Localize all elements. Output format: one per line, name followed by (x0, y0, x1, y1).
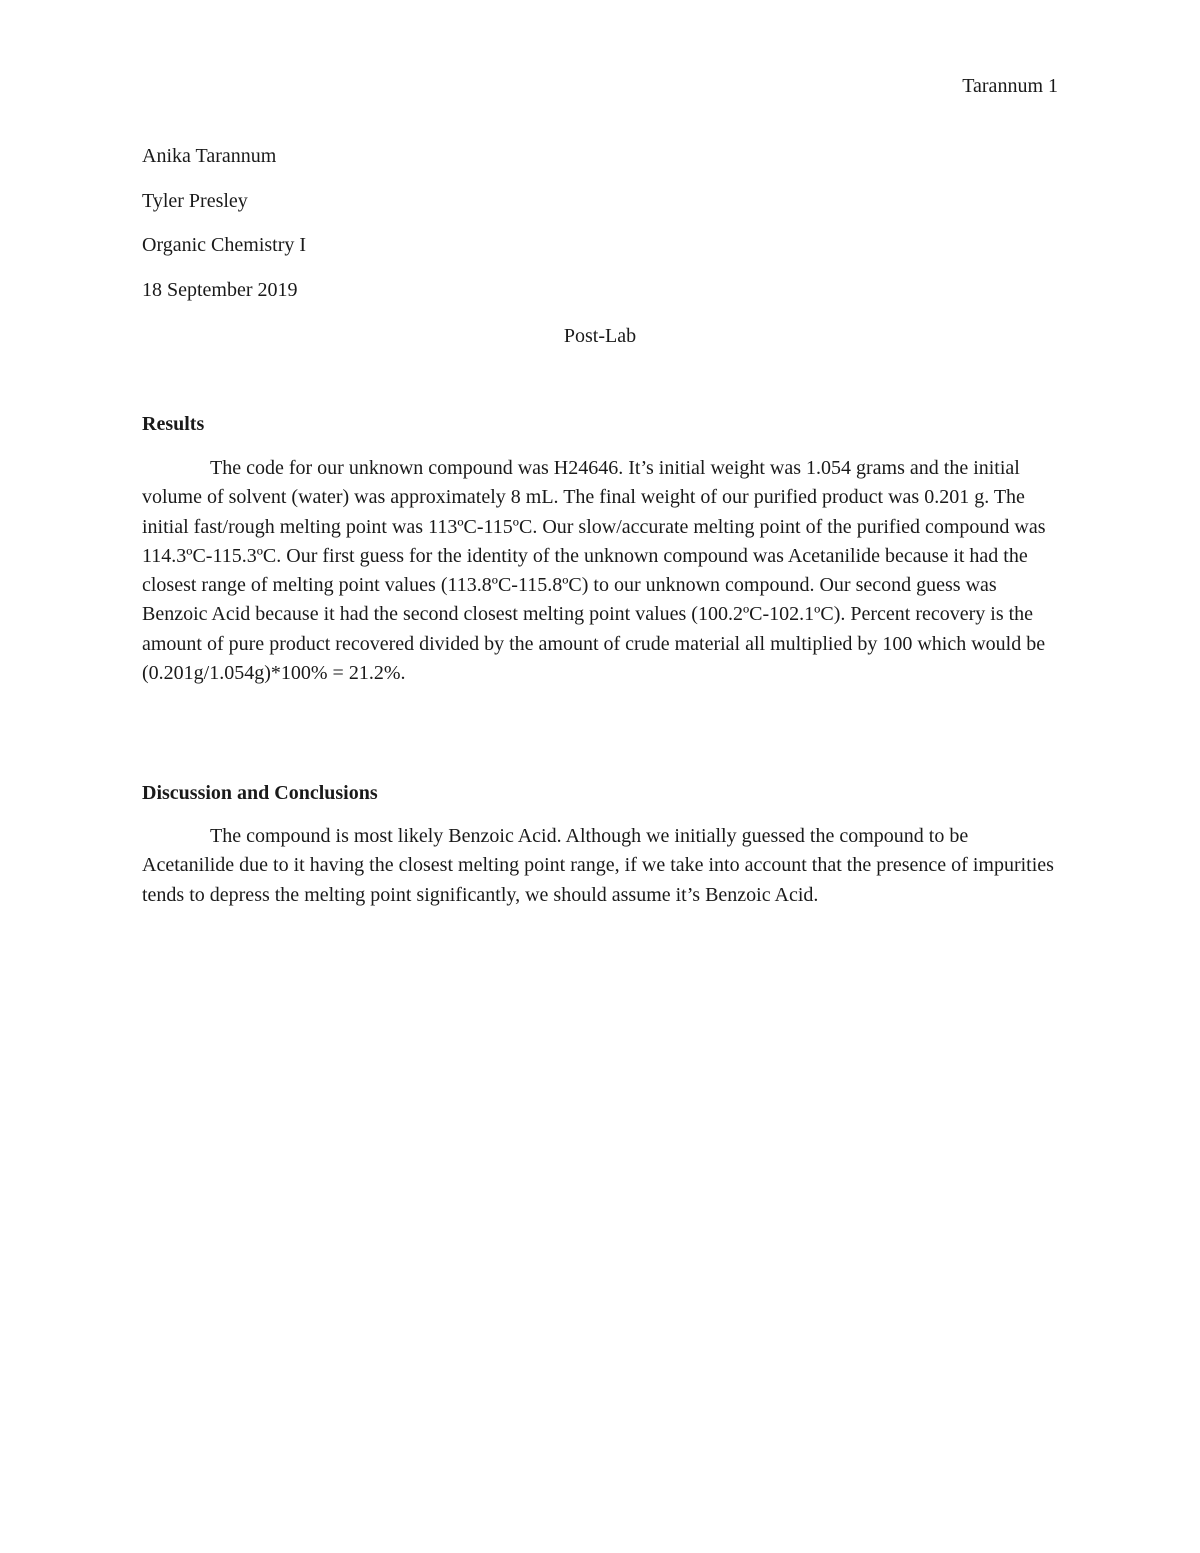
instructor-name: Tyler Presley (142, 189, 248, 212)
results-heading: Results (142, 413, 205, 435)
document-date: 18 September 2019 (142, 278, 298, 301)
student-name: Anika Tarannum (142, 145, 277, 167)
results-paragraph: The code for our unknown compound was H24646. It’s initial weight was 1.054 grams and the initial volume of solvent (water) was approximately 8 mL. The final weight of our purified product was 0.201 g. The initial fast/rough melting point was 113ºC-115ºC. Our slow/accurate melting point of the purified compound was 114.3ºC-115.3ºC. Our first guess for the identity of the unknown compound was Acetanilide because it had the closest range of melting point values (113.8ºC-115.8ºC) to our unknown compound. Our second guess was Benzoic Acid because it had the second closest melting point values (100.2ºC-102.1ºC). Percent recovery is the amount of pure product recovered divided by the amount of crude material all multiplied by 100 which would be (0.201g/1.054g)*100% = 21.2%. (142, 457, 1046, 685)
heading-block (142, 144, 1058, 322)
document-title: Post-Lab (563, 325, 637, 347)
running-header: Tarannum 1 (962, 75, 1058, 97)
course-name: Organic Chemistry I (142, 234, 307, 256)
discussion-heading: Discussion and Conclusions (142, 782, 378, 804)
discussion-paragraph: The compound is most likely Benzoic Acid. Although we initially guessed the compound to be Acetanilide due to it having the closest melting point range, if we take into account that the presence of impurities tends to depress the melting point significantly, we should assume it’s Benzoic Acid. (142, 825, 1054, 906)
